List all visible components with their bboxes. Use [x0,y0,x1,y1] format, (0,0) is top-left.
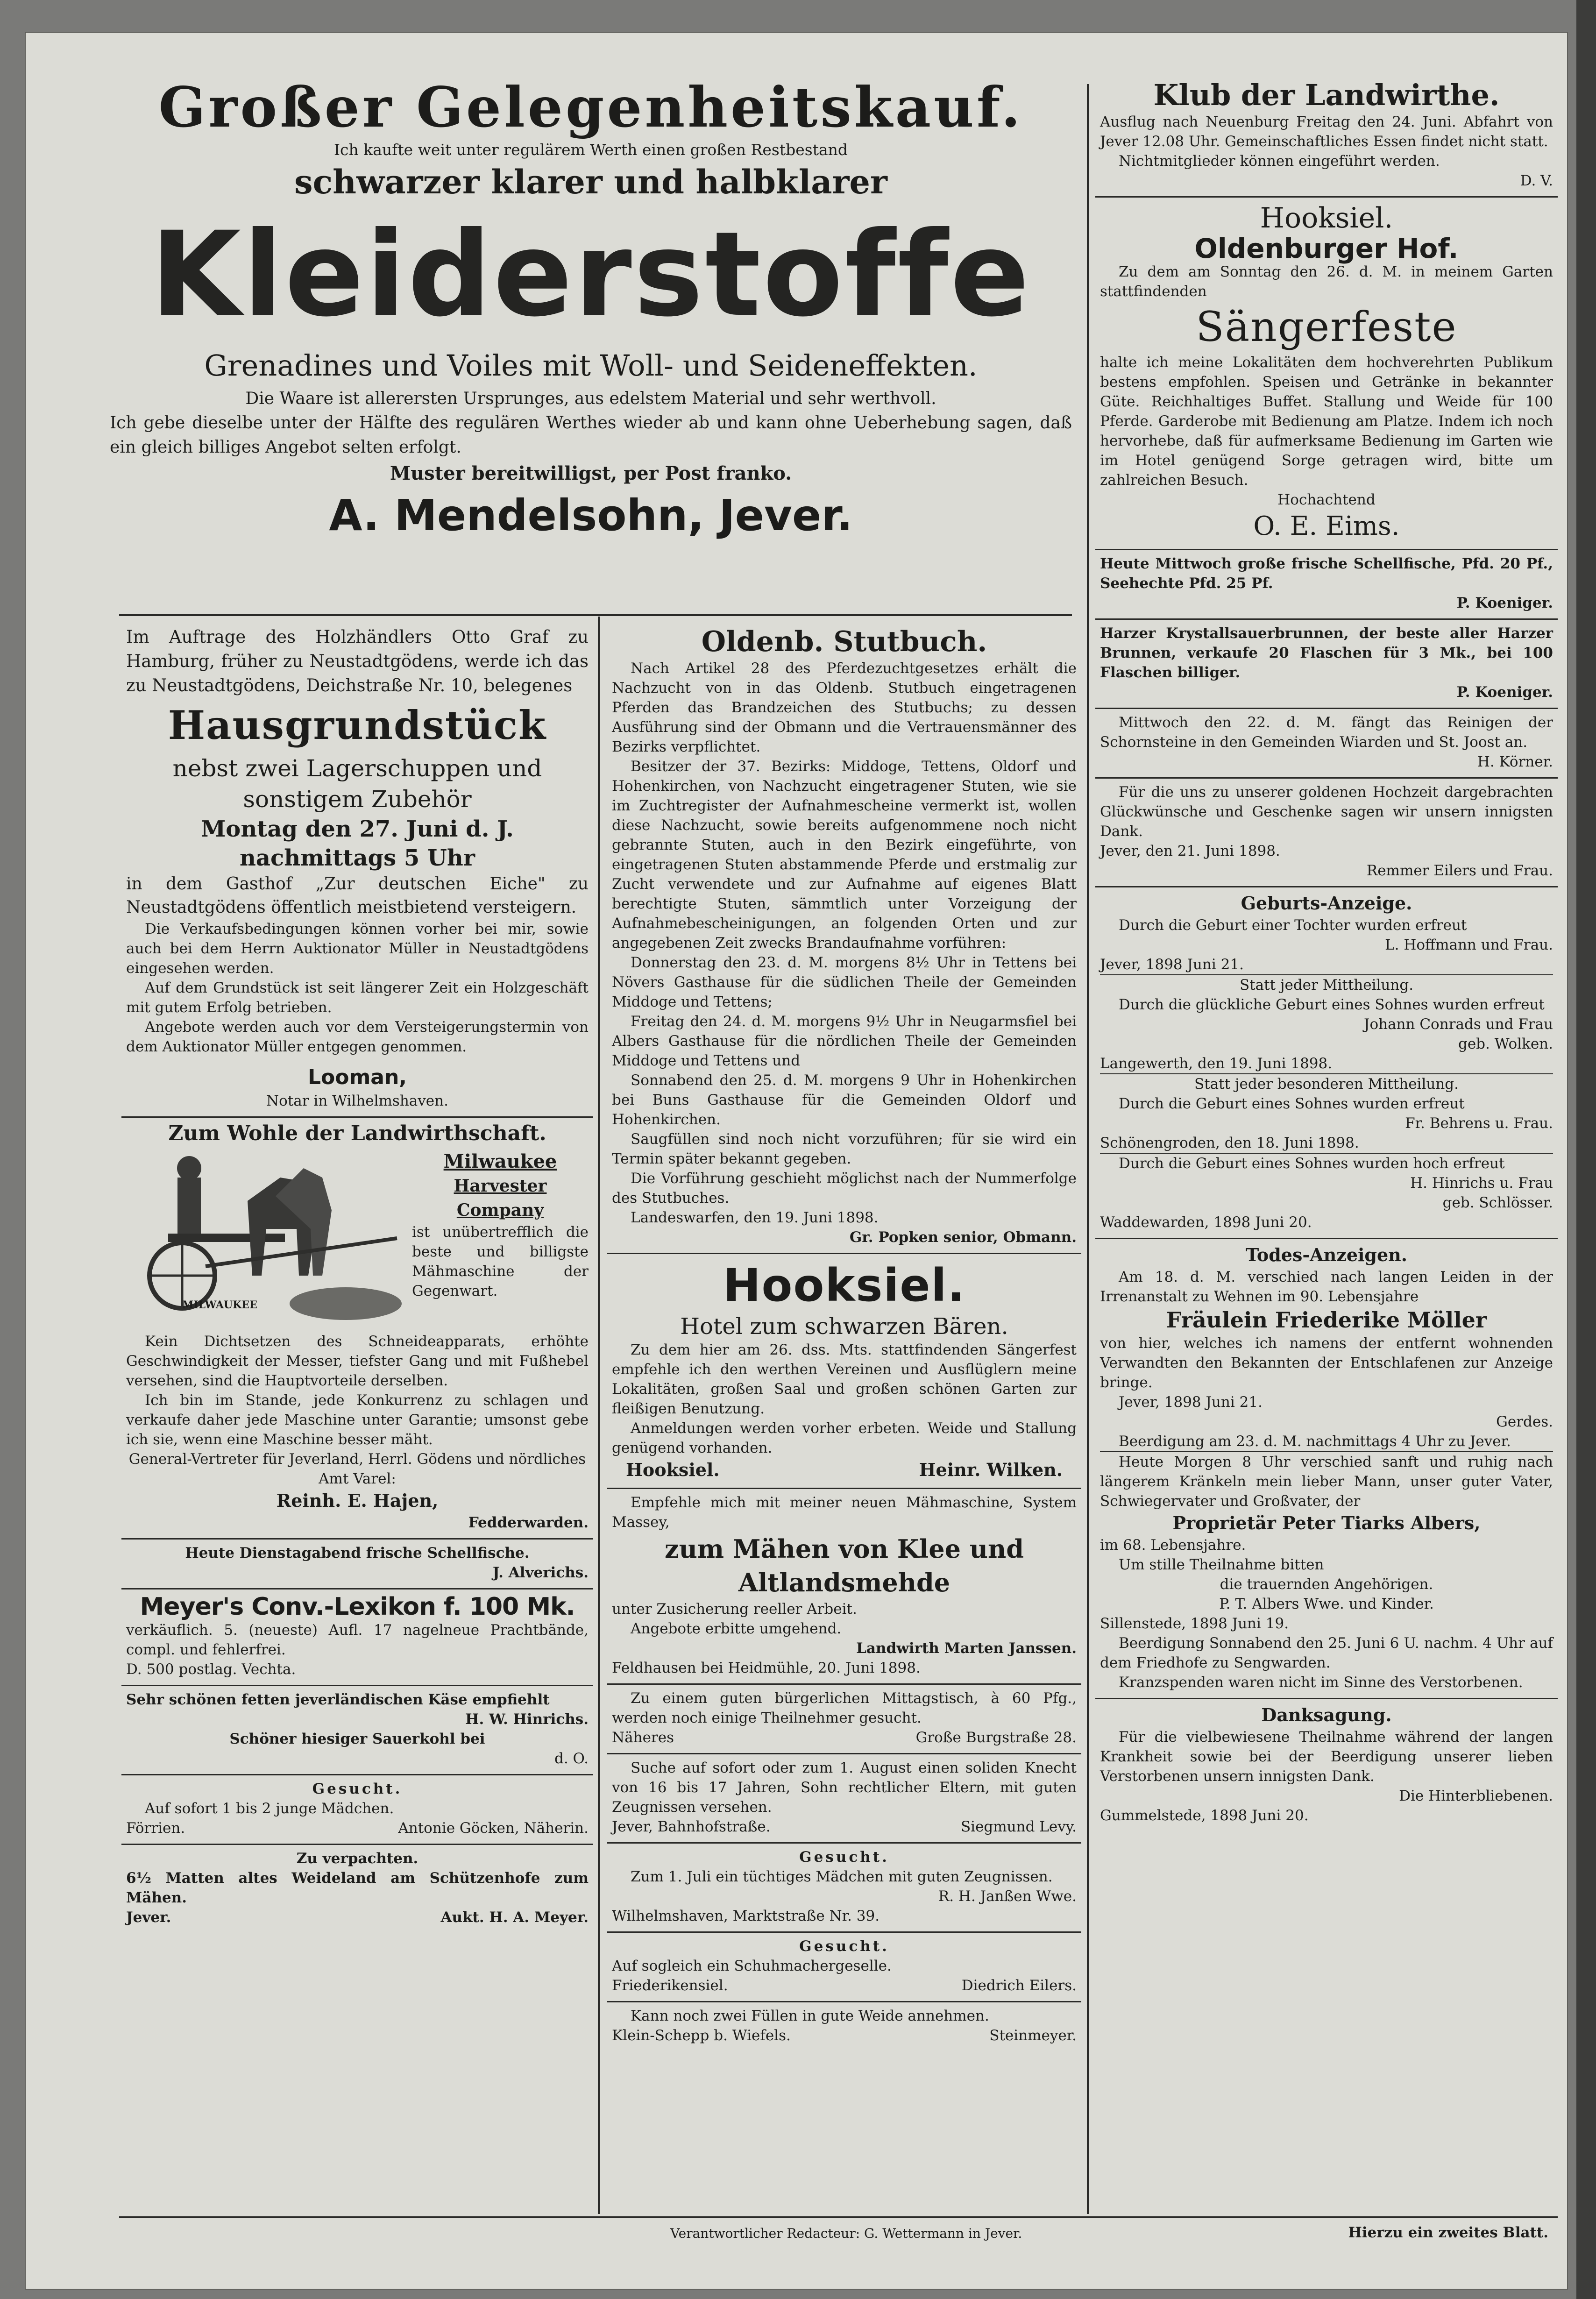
stud-para-5: Sonnabend den 25. d. M. morgens 9 Uhr in Hohenkirchen bei Buns Gasthause für die Gemeinden Oldorf und Hohenkirchen. [612,1072,1077,1128]
deaths-para-8: P. T. Albers Wwe. und Kinder. [1219,1596,1434,1612]
deaths-date: Jever, 1898 Juni 21. [1119,1394,1263,1411]
thanks-signature: Die Hinterbliebenen. [1399,1788,1553,1804]
birth-2-signature-2: geb. Wolken. [1458,1036,1553,1052]
deaths-para-1: Am 18. d. M. verschied nach langen Leiden in der Irrenanstalt zu Wehnen im 90. Lebensjahre [1100,1269,1553,1305]
deaths-para-10: Beerdigung Sonnabend den 25. Juni 6 U. nachm. 4 Uhr auf dem Friedhofe zu Sengwarden. [1100,1635,1553,1671]
mower-ad [121,1118,593,1540]
fish2-ad [1095,550,1558,620]
lease-place: Jever. [126,1909,171,1926]
foals-text: Kann noch zwei Füllen in gute Weide annehmen. [631,2008,989,2024]
lunch-ad [607,1685,1081,1754]
column-right [1095,75,1558,2214]
massey-para-1: unter Zusicherung reeller Arbeit. [612,1601,857,1618]
sauerkraut-text: Schöner hiesiger Sauerkohl bei [229,1731,485,1747]
auction-title: Hausgrundstück [168,702,547,748]
maids-place: Förrien. [126,1820,185,1837]
deaths-signature: Gerdes. [1496,1413,1553,1430]
shoemaker-text: Auf sogleich ein Schuhmachergeselle. [612,1958,892,1974]
birth-4-text: Durch die Geburt eines Sohnes wurden hoch erfreut [1119,1155,1505,1172]
newspaper-page [26,33,1567,2289]
oldenburger-intro: Zu dem am Sonntag den 26. d. M. in meinem Garten stattfindenden [1100,263,1553,300]
oldenburger-title: Oldenburger Hof. [1194,233,1459,264]
mower-illustration [126,1150,406,1332]
massey-ad [607,1489,1081,1685]
deaths-para-4: Heute Morgen 8 Uhr verschied sanft und ruhig nach längerem Kränkeln mein lieber Mann, unser guter Vater, Schwiegervater und Großvater, der [1100,1454,1553,1510]
mower-image-label: MILWAUKEE [182,1299,257,1311]
lexikon-text: verkäuflich. 5. (neueste) Aufl. 17 nagelneue Prachtbände, compl. und fehlerfrei. [126,1622,589,1658]
stud-para-1: Nach Artikel 28 des Pferdezuchtgesetzes erhält die Nachzucht von in das Oldenb. Stutbuch eingetragenen Pferden das Brandzeichen des Stutbuchs; zu dessen Ausführung sind der Obmann und die Vertrauensmänner des Bezirks verpflichtet. [612,660,1077,755]
stud-ad [607,621,1081,1254]
column-middle [607,621,1081,2214]
maids-title: Gesucht. [312,1781,403,1797]
birth-3-text: Durch die Geburt eines Sohnes wurden erfreut [1119,1095,1465,1112]
deaths-para-2: von hier, welches ich namens der entfernt wohnenden Verwandten den Bekannten der Entschlafenen zur Anzeige bringe. [1100,1335,1553,1391]
deaths-para-3: Beerdigung am 23. d. M. nachmittags 4 Uhr zu Jever. [1100,1432,1553,1452]
banner-line-1: Ich kaufte weit unter regulärem Werth einen großen Restbestand [333,141,848,159]
wedding-place: Jever, den 21. Juni 1898. [1100,843,1280,859]
birth-4-signature: H. Hinrichs u. Frau [1410,1175,1553,1192]
maids-signature: Antonie Göcken, Näherin. [398,1820,589,1837]
shoemaker-ad [607,1933,1081,2002]
lease-text: 6½ Matten altes Weideland am Schützenhofe zum Mähen. [126,1870,589,1906]
deaths-para-9: Sillenstede, 1898 Juni 19. [1100,1615,1289,1632]
farmhand-ad [607,1754,1081,1844]
foals-signature: Steinmeyer. [989,2027,1077,2044]
mower-signature: Reinh. E. Hajen, [276,1490,439,1511]
thanks-date: Gummelstede, 1898 Juni 20. [1100,1807,1309,1824]
farmhand-text: Suche auf sofort oder zum 1. August einen soliden Knecht von 16 bis 17 Jahren, Sohn rechtlicher Eltern, mit guten Zeugnissen versehen. [612,1760,1077,1816]
auction-para-3: Angebote werden auch vor dem Versteigerungstermin von dem Auktionator Müller entgegen genommen. [126,1019,589,1055]
banner-body-2: Ich gebe dieselbe unter der Hälfte des regulären Werthes wieder ab und kann ohne Ueberhebung sagen, daß ein gleich billiges Angebot selten erfolgt. [110,413,1072,457]
deaths-name-2: Proprietär Peter Tiarks Albers, [1172,1512,1481,1533]
thanks-text: Für die vielbewiesene Theilnahme während der langen Krankheit sowie bei der Beerdigung unserer lieben Verstorbenen unsern innigsten Dank. [1100,1729,1553,1785]
birth-3-signature: Fr. Behrens u. Frau. [1405,1115,1553,1132]
birth-1-text: Durch die Geburt einer Tochter wurden erfreut [1119,917,1467,934]
massey-signature: Landwirth Marten Janssen. [856,1640,1077,1657]
auction-intro: Im Auftrage des Holzhändlers Otto Graf zu Hamburg, früher zu Neustadtgödens, werde ich das zu Neustadtgödens, Deichstraße Nr. 10, belegenes [126,627,589,695]
club-title: Klub der Landwirthe. [1153,78,1500,112]
column-rule-middle [598,617,600,2214]
auction-ad [121,621,593,1118]
lunch-more: Näheres [612,1729,674,1746]
birth-3-date: Schönengroden, den 18. Juni 1898. [1100,1133,1553,1154]
chimney-text: Mittwoch den 22. d. M. fängt das Reinigen der Schornsteine in den Gemeinden Wiarden und St. Joost an. [1100,714,1553,751]
fish2-text: Heute Mittwoch große frische Schellfische, Pfd. 20 Pf., Seehechte Pfd. 25 Pf. [1100,555,1553,592]
mower-brand-1: Milwaukee [443,1150,557,1172]
column-left [121,621,593,2214]
footer [119,2221,1558,2249]
lexikon-title: Meyer's Conv.-Lexikon f. 100 Mk. [140,1593,575,1621]
wedding-signature: Remmer Eilers und Frau. [1366,862,1553,879]
oldenburger-event: Sängerfeste [1196,303,1457,351]
massey-intro: Empfehle mich mit meiner neuen Mähmaschine, System Massey, [612,1494,1077,1531]
club-ad [1095,75,1558,198]
girl-title: Gesucht. [799,1849,889,1866]
shoemaker-signature: Diedrich Eilers. [961,1977,1077,1994]
footer-note: Hierzu ein zweites Blatt. [1348,2224,1548,2241]
hotel-para-1: Zu dem hier am 26. dss. Mts. stattfindenden Sängerfest empfehle ich den werthen Vereinen und Ausflüglern meine Lokalitäten, großen Saal und großen schönen Garten zur fleißigen Benutzung. [612,1341,1077,1417]
banner-body-1: Die Waare ist allerersten Ursprunges, aus edelstem Material und sehr werthvoll. [245,389,936,408]
fish-signature: J. Alverichs. [492,1564,589,1581]
deaths-title: Todes-Anzeigen. [1245,1244,1408,1265]
auction-signature: Looman, [307,1065,407,1089]
banner-firm: A. Mendelsohn, Jever. [329,490,853,540]
stud-para-7: Die Vorführung geschieht möglichst nach der Nummerfolge des Stutbuches. [612,1170,1077,1206]
banner-headline: Kleiderstoffe [150,206,1031,342]
birth-2-pre: Statt jeder Mittheilung. [1239,977,1414,993]
mower-brand-2: Harvester Company [454,1176,547,1220]
club-text: Ausflug nach Neuenburg Freitag den 24. Juni. Abfahrt von Jever 12.08 Uhr. Gemeinschaftliches Essen findet nicht statt. [1100,114,1553,150]
mower-side-text: ist unübertrefflich die beste und billigste Mähmaschine der Gegenwart. [412,1224,589,1299]
deaths-name: Fräulein Friederike Möller [1166,1307,1487,1333]
mower-para-2: Ich bin im Stande, jede Konkurrenz zu schlagen und verkaufe daher jede Maschine unter Garantie; umsonst gebe ich sie, wenn eine Maschine besser mäht. [126,1392,589,1448]
lunch-text: Zu einem guten bürgerlichen Mittagstisch, à 60 Pfg., werden noch einige Theilnehmer gesucht. [612,1690,1077,1726]
massey-title: zum Mähen von Klee und Altlandsmehde [665,1534,1024,1597]
foals-place: Klein-Schepp b. Wiefels. [612,2027,791,2044]
banner-rule [119,614,1072,616]
foals-ad [607,2002,1081,2051]
massey-date: Feldhausen bei Heidmühle, 20. Juni 1898. [612,1660,921,1676]
deaths-para-11: Kranzspenden waren nicht im Sinne des Verstorbenen. [1119,1674,1523,1691]
stud-signature: Gr. Popken senior, Obmann. [849,1229,1077,1246]
auction-signature-sub: Notar in Wilhelmshaven. [266,1093,448,1109]
lunch-address: Große Burgstraße 28. [915,1729,1077,1746]
stud-para-4: Freitag den 24. d. M. morgens 9½ Uhr in Neugarmsfiel bei Albers Gasthause für die nördlichen Theile der Gemeinden Middoge und Tettens und [612,1013,1077,1069]
oldenburger-greeting: Hochachtend [1277,491,1376,508]
fish-ad [121,1540,593,1589]
stud-date: Landeswarfen, den 19. Juni 1898. [631,1209,879,1226]
auction-para-1: Die Verkaufsbedingungen können vorher bei mir, sowie auch bei dem Herrn Auktionator Müller in Neustadtgödens eingesehen werden. [126,921,589,977]
banner-offer: Muster bereitwilligst, per Post franko. [390,462,792,484]
cheese-text: Sehr schönen fetten jeverländischen Käse empfiehlt [126,1691,550,1708]
births-title: Geburts-Anzeige. [1241,893,1412,914]
auction-subtitle: nebst zwei Lagerschuppen und sonstigem Zubehör [172,755,542,813]
birth-2-date: Langewerth, den 19. Juni 1898. [1100,1054,1553,1074]
mower-title: Zum Wohle der Landwirthschaft. [168,1121,546,1145]
births-ad [1095,887,1558,1239]
birth-4-signature-2: geb. Schlösser. [1442,1194,1553,1211]
water-ad [1095,620,1558,709]
farmhand-signature: Siegmund Levy. [960,1818,1077,1835]
club-text-2: Nichtmitglieder können eingeführt werden. [1119,153,1440,170]
water-signature: P. Koeniger. [1456,684,1553,701]
auction-para-2: Auf dem Grundstück ist seit längerer Zeit ein Holzgeschäft mit gutem Erfolg betrieben. [126,979,589,1016]
stud-title: Oldenb. Stutbuch. [701,625,987,658]
hotel-place: Hooksiel. [626,1459,720,1480]
lexikon-address: D. 500 postlag. Vechta. [126,1661,296,1678]
column-rule-right [1087,84,1089,2214]
fish2-signature: P. Koeniger. [1456,595,1553,611]
chimney-signature: H. Körner. [1477,753,1553,770]
banner-ad [110,75,1072,649]
maids-text: Auf sofort 1 bis 2 junge Mädchen. [145,1800,394,1817]
oldenburger-para-1: halte ich meine Lokalitäten dem hochverehrten Publikum bestens empfohlen. Speisen und Getränke in bekannter Güte. Reichhaltiges Buffet. Stallung und Weide für 100 Pferde. Garderobe mit Bedienung am Platze. Indem ich noch hervorhebe, daß für aufmerksame Bedienung im Garten wie im Hotel genügend Sorge getragen wird, bitte um zahlreichen Besuch. [1100,354,1553,489]
stud-para-6: Saugfüllen sind noch nicht vorzuführen; für sie wird ein Termin später bekannt gegeben. [612,1131,1077,1167]
club-signature: D. V. [1520,172,1553,189]
footer-editor: Verantwortlicher Redacteur: G. Wettermann in Jever. [670,2226,1022,2241]
cheese-ad [121,1686,593,1775]
girl-signature: R. H. Janßen Wwe. [938,1888,1077,1905]
auction-place: in dem Gasthof „Zur deutschen Eiche" zu Neustadtgödens öffentlich meistbietend versteigern. [126,874,589,917]
footer-rule [119,2216,1558,2218]
hotel-title: Hooksiel. [723,1259,965,1312]
scan-edge [1576,0,1596,2299]
oldenburger-signature: O. E. Eims. [1253,511,1400,541]
massey-para-2: Angebote erbitte umgehend. [631,1620,842,1637]
shoemaker-place: Friederikensiel. [612,1977,728,1994]
deaths-para-7: die trauernden Angehörigen. [1220,1576,1433,1593]
banner-line-3: Grenadines und Voiles mit Woll- und Seideneffekten. [204,348,978,383]
thanks-ad [1095,1699,1558,1831]
mower-signature-sub: Fedderwarden. [468,1514,589,1531]
hotel-signature: Heinr. Wilken. [919,1459,1063,1480]
birth-3-pre: Statt jeder besonderen Mittheilung. [1194,1076,1459,1093]
deaths-para-5: im 68. Lebensjahre. [1100,1537,1246,1554]
birth-4-date: Waddewarden, 1898 Juni 20. [1100,1214,1312,1231]
stud-para-3: Donnerstag den 23. d. M. morgens 8½ Uhr in Tettens bei Növers Gasthause für die südlichen Theile der Gemeinden Middoge und Tettens; [612,954,1077,1010]
maids-ad [121,1775,593,1845]
lease-ad [121,1845,593,1933]
stud-para-2: Besitzer der 37. Bezirks: Middoge, Tettens, Oldorf und Hohenkirchen, von Nachzucht eingetragener Stuten, wie sie im Zuchtregister der Aufnahmescheine vermerkt ist, wollen diese Nachzucht, sowie bereits aufgenommene noch nicht gebrannte Stuten, auch in den Bezirk eingeführte, von eingetragenen Stuten abstammende Pferde und erstmalig zur Zucht verwendete und zur Aufnahme auf eigenes Blatt berechtigte Stuten, sämmtlich unter Vorzeigung der Aufnahmebescheinigungen, an folgenden Orten und zur angegebenen Zeit zwecks Brandaufnahme vorführen: [612,758,1077,951]
thanks-title: Danksagung. [1261,1704,1392,1725]
hotel-subtitle: Hotel zum schwarzen Bären. [680,1313,1008,1340]
wedding-text: Für die uns zu unserer goldenen Hochzeit dargebrachten Glückwünsche und Geschenke sagen wir unsern innigsten Dank. [1100,784,1553,840]
water-text: Harzer Krystallsauerbrunnen, der beste aller Harzer Brunnen, verkaufe 20 Flaschen für 3 Mk., bei 100 Flaschen billiger. [1100,625,1553,681]
hotel-para-2: Anmeldungen werden vorher erbeten. Weide und Stallung genügend vorhanden. [612,1420,1077,1456]
girl-ad [607,1844,1081,1933]
mower-para-1: Kein Dichtsetzen des Schneideapparats, erhöhte Geschwindigkeit der Messer, tiefster Gang und mit Fußhebel versehen, sind die Hauptvorteile derselben. [126,1333,589,1389]
sauerkraut-signature: d. O. [554,1750,589,1767]
mower-para-3: General-Vertreter für Jeverland, Herrl. Gödens und nördliches Amt Varel: [128,1451,586,1487]
oldenburger-ad [1095,198,1558,550]
chimney-ad [1095,709,1558,779]
lexikon-ad [121,1589,593,1686]
deaths-para-6: Um stille Theilnahme bitten [1119,1556,1324,1573]
cheese-signature: H. W. Hinrichs. [465,1711,589,1728]
lease-signature: Aukt. H. A. Meyer. [440,1909,589,1926]
banner-line-2: schwarzer klarer und halbklarer [294,163,887,201]
birth-2-text: Durch die glückliche Geburt eines Sohnes wurden erfreut [1119,996,1545,1013]
fish-text: Heute Dienstagabend frische Schellfische. [185,1545,530,1561]
birth-1-date: Jever, 1898 Juni 21. [1100,955,1553,975]
shoemaker-title: Gesucht. [799,1938,889,1955]
deaths-ad [1095,1239,1558,1699]
birth-2-signature: Johann Conrads und Frau [1364,1016,1553,1033]
hotel-ad [607,1254,1081,1489]
oldenburger-place: Hooksiel. [1260,202,1393,234]
wedding-ad [1095,779,1558,887]
banner-title: Großer Gelegenheitskauf. [158,75,1023,140]
farmhand-place: Jever, Bahnhofstraße. [612,1818,771,1835]
girl-address: Wilhelmshaven, Marktstraße Nr. 39. [612,1908,880,1924]
birth-1-signature: L. Hoffmann und Frau. [1385,937,1553,953]
girl-text: Zum 1. Juli ein tüchtiges Mädchen mit guten Zeugnissen. [631,1868,1053,1885]
lease-title: Zu verpachten. [296,1850,419,1867]
auction-date: Montag den 27. Juni d. J. nachmittags 5 Uhr [201,816,514,871]
